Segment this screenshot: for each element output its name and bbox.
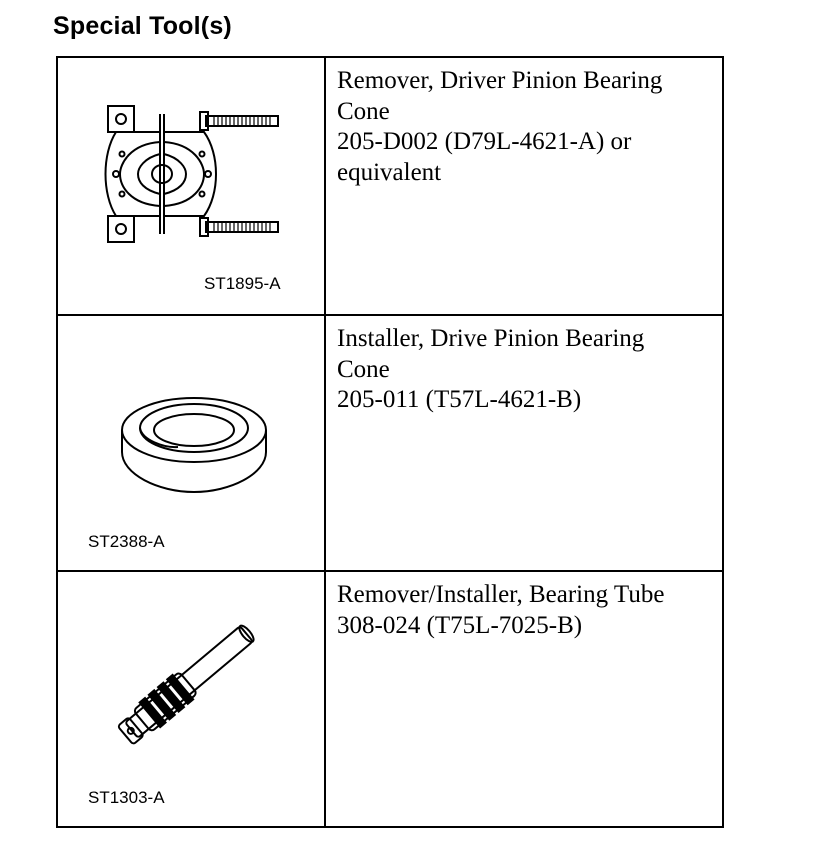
- tool-row: [58, 572, 722, 826]
- tool-row: [58, 316, 722, 572]
- tool-illustration-cell: [58, 58, 326, 314]
- tool-name-line-2: Cone: [337, 355, 390, 383]
- figure-code: ST2388-A: [88, 532, 165, 551]
- tool-number-line: 308-024 (T75L-7025-B): [337, 611, 583, 639]
- tool-description: [326, 572, 722, 826]
- tool-name-line-2: Cone: [337, 97, 390, 125]
- tool-illustration-cell: [58, 316, 326, 570]
- tool-name-line-1: Installer, Drive Pinion Bearing: [337, 325, 645, 352]
- tool-name-line-1: Remover, Driver Pinion Bearing: [337, 67, 663, 94]
- tool-name-line-1: Remover/Installer, Bearing Tube: [337, 581, 665, 608]
- tool-number-line: 205-011 (T57L-4621-B): [337, 386, 582, 413]
- bearing-tube-tool-icon: [114, 626, 264, 738]
- tool-description: [326, 58, 722, 314]
- tool-number-line: 205-D002 (D79L-4621-A) or: [337, 128, 632, 155]
- special-tools-table: [56, 56, 724, 828]
- tool-row: [58, 58, 722, 316]
- tool-description: [326, 316, 722, 570]
- bearing-cone-installer-ring-icon: [118, 390, 270, 496]
- tool-illustration-cell: [58, 572, 326, 826]
- bearing-splitter-icon: [102, 104, 282, 244]
- figure-code: ST1303-A: [88, 788, 165, 807]
- figure-code: ST1895-A: [204, 274, 281, 293]
- tool-note-line: equivalent: [337, 158, 442, 186]
- page-title: Special Tool(s): [53, 12, 232, 40]
